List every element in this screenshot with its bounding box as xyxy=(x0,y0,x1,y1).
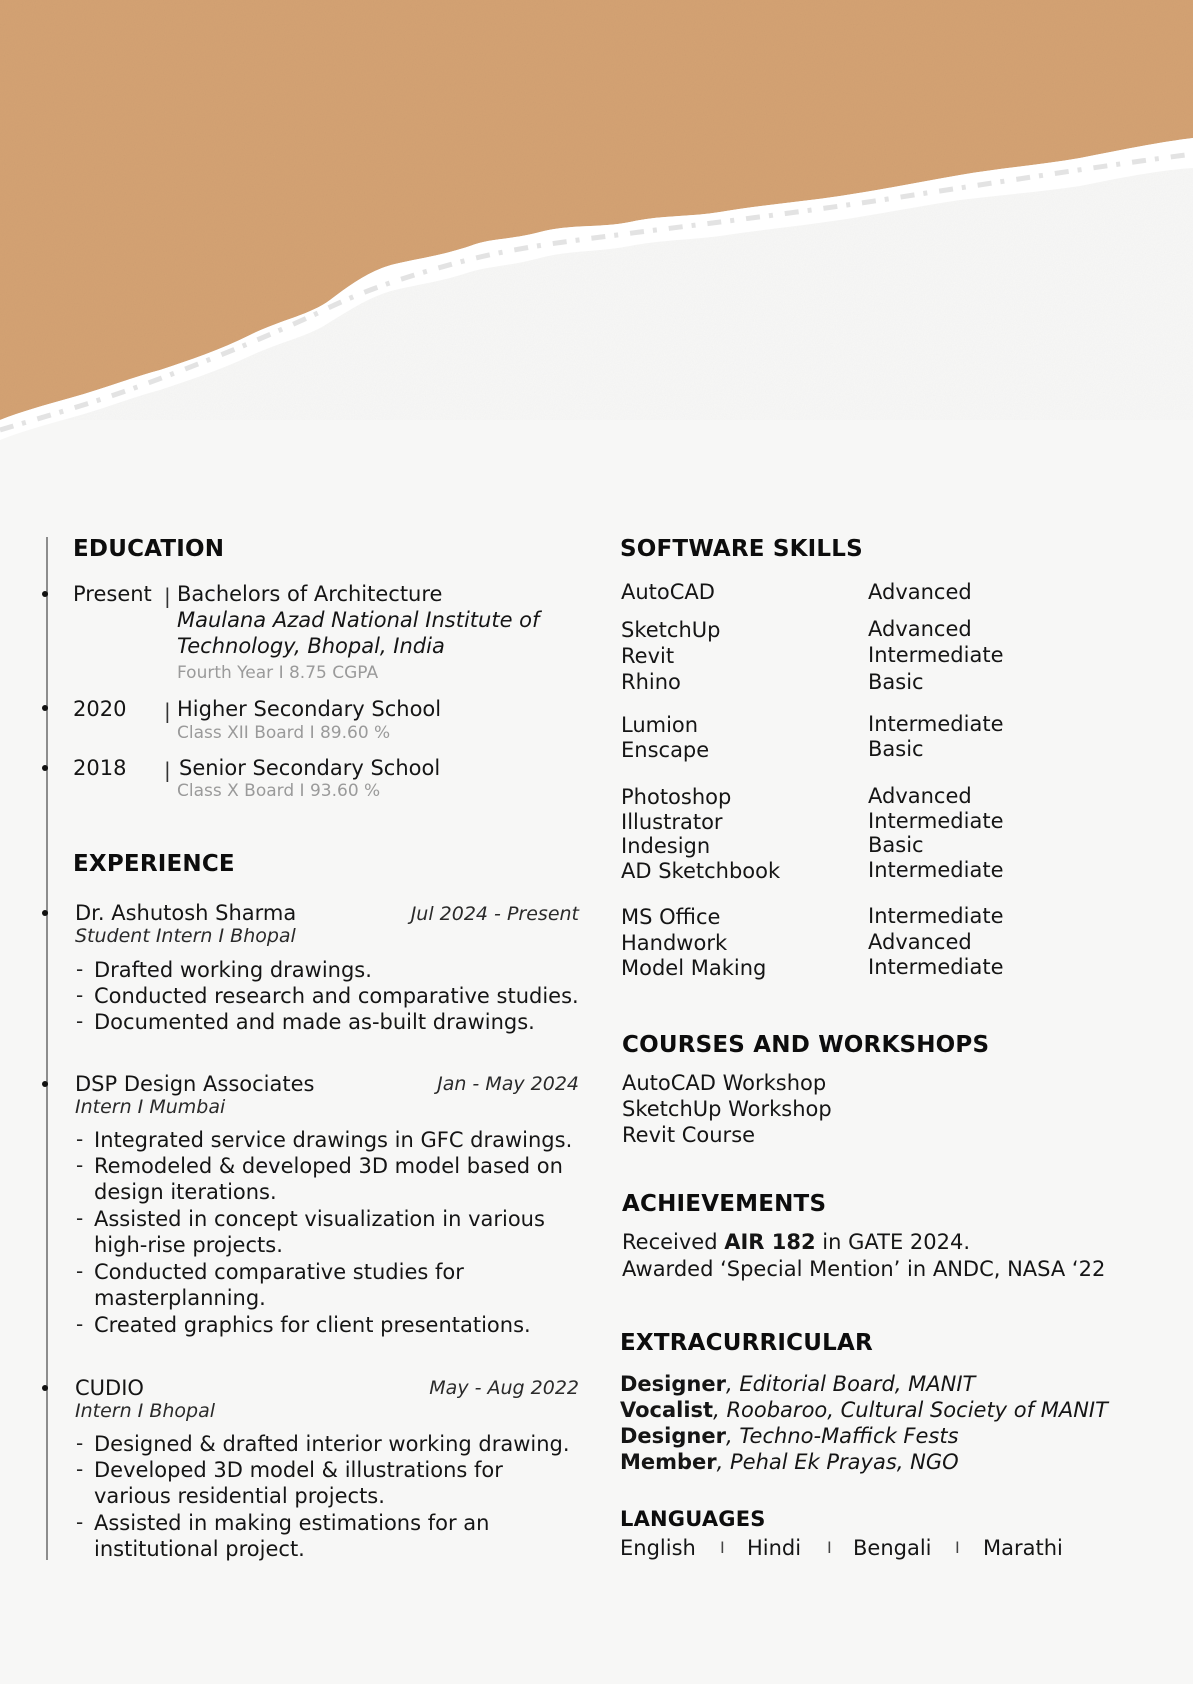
skill-level: Advanced xyxy=(868,930,972,954)
job-role: Intern I Mumbai xyxy=(75,1096,226,1118)
skill-level: Basic xyxy=(868,833,924,857)
bullet-dash: - xyxy=(76,983,84,1007)
software-heading: SOFTWARE SKILLS xyxy=(620,536,863,562)
timeline-dot xyxy=(42,705,48,711)
job-point: Conducted research and comparative studies. xyxy=(94,984,579,1008)
job-role: Student Intern I Bhopal xyxy=(75,925,296,947)
course-item: AutoCAD Workshop xyxy=(622,1071,827,1095)
job-point: high-rise projects. xyxy=(94,1233,283,1257)
job-point: Assisted in making estimations for an xyxy=(94,1511,490,1535)
job-point: institutional project. xyxy=(94,1537,305,1561)
skill-name: Handwork xyxy=(621,931,728,955)
language-item: English xyxy=(620,1536,696,1560)
extracurricular-heading: EXTRACURRICULAR xyxy=(620,1330,873,1356)
job-dates: Jul 2024 - Present xyxy=(410,903,579,925)
job-point: masterplanning. xyxy=(94,1286,266,1310)
job-dates: Jan - May 2024 xyxy=(437,1073,579,1095)
skill-name: AD Sketchbook xyxy=(621,859,781,883)
job-point: Developed 3D model & illustrations for xyxy=(94,1458,503,1482)
job-point: Remodeled & developed 3D model based on xyxy=(94,1154,563,1178)
education-heading: EDUCATION xyxy=(73,536,225,562)
job-point: design iterations. xyxy=(94,1180,277,1204)
skill-level: Intermediate xyxy=(868,643,1004,667)
job-point: Drafted working drawings. xyxy=(94,958,372,982)
education-institute: Maulana Azad National Institute of xyxy=(177,608,540,632)
timeline-line xyxy=(46,537,48,1560)
skill-name: Lumion xyxy=(621,713,699,737)
separator: | xyxy=(164,758,171,782)
timeline-dot xyxy=(42,1081,48,1087)
extracurricular-item xyxy=(620,1452,959,1473)
skill-level: Intermediate xyxy=(868,858,1004,882)
bullet-dash: - xyxy=(76,1153,84,1177)
achievement-line xyxy=(622,1232,970,1253)
experience-heading: EXPERIENCE xyxy=(73,851,235,877)
course-item: Revit Course xyxy=(622,1123,756,1147)
education-year: 2020 xyxy=(73,697,127,721)
skill-name: Rhino xyxy=(621,670,681,694)
course-item: SketchUp Workshop xyxy=(622,1097,832,1121)
bullet-dash: - xyxy=(76,1259,84,1283)
skill-level: Intermediate xyxy=(868,809,1004,833)
bullet-dash: - xyxy=(76,1431,84,1455)
education-year: 2018 xyxy=(73,756,127,780)
skill-name: Enscape xyxy=(621,738,710,762)
skill-name: Model Making xyxy=(621,956,767,980)
skill-level: Intermediate xyxy=(868,904,1004,928)
education-detail: Class XII Board I 89.60 % xyxy=(177,723,391,743)
bullet-dash: - xyxy=(76,1127,84,1151)
extracurricular-role: Designer xyxy=(620,1372,726,1396)
timeline-dot xyxy=(42,591,48,597)
language-item: Bengali xyxy=(853,1536,932,1560)
courses-heading: COURSES AND WORKSHOPS xyxy=(622,1032,990,1058)
job-point: Assisted in concept visualization in various xyxy=(94,1207,545,1231)
job-employer: Dr. Ashutosh Sharma xyxy=(75,901,297,925)
job-point: Conducted comparative studies for xyxy=(94,1260,464,1284)
education-title: Higher Secondary School xyxy=(177,697,442,721)
achievement-text: Received xyxy=(622,1230,725,1254)
skill-level: Basic xyxy=(868,737,924,761)
language-item: Hindi xyxy=(747,1536,802,1560)
extracurricular-role: Designer xyxy=(620,1424,726,1448)
achievement-rank: AIR 182 xyxy=(724,1230,816,1254)
extracurricular-org: , Roobaroo, Cultural Society of MANIT xyxy=(713,1398,1108,1422)
timeline-dot xyxy=(42,910,48,916)
skill-name: AutoCAD xyxy=(621,580,715,604)
languages-heading: LANGUAGES xyxy=(620,1507,766,1531)
extracurricular-role: Member xyxy=(620,1450,717,1474)
extracurricular-item xyxy=(620,1426,959,1447)
extracurricular-org: , Pehal Ek Prayas, NGO xyxy=(716,1450,959,1474)
bullet-dash: - xyxy=(76,1312,84,1336)
extracurricular-item xyxy=(620,1400,1108,1421)
job-role: Intern I Bhopal xyxy=(75,1400,216,1422)
education-detail: Fourth Year I 8.75 CGPA xyxy=(177,663,379,683)
separator: | xyxy=(164,699,171,723)
extracurricular-org: , Editorial Board, MANIT xyxy=(725,1372,976,1396)
skill-name: Revit xyxy=(621,644,675,668)
skill-name: SketchUp xyxy=(621,618,721,642)
separator: | xyxy=(164,584,171,608)
achievement-line: Awarded ‘Special Mention’ in ANDC, NASA ‘22 xyxy=(622,1257,1106,1281)
education-institute: Technology, Bhopal, India xyxy=(177,634,445,658)
skill-level: Intermediate xyxy=(868,712,1004,736)
job-point: various residential projects. xyxy=(94,1484,385,1508)
extracurricular-item xyxy=(620,1374,975,1395)
skill-level: Advanced xyxy=(868,617,972,641)
separator: I xyxy=(720,1538,725,1557)
separator: I xyxy=(827,1538,832,1557)
extracurricular-role: Vocalist xyxy=(620,1398,714,1422)
job-point: Integrated service drawings in GFC drawings. xyxy=(94,1128,573,1152)
education-title: Senior Secondary School xyxy=(179,756,441,780)
skill-name: Photoshop xyxy=(621,785,732,809)
skill-name: MS Office xyxy=(621,905,721,929)
bullet-dash: - xyxy=(76,1457,84,1481)
bullet-dash: - xyxy=(76,1510,84,1534)
timeline-dot xyxy=(42,1385,48,1391)
bullet-dash: - xyxy=(76,1009,84,1033)
education-year: Present xyxy=(73,582,152,606)
skill-level: Advanced xyxy=(868,784,972,808)
separator: I xyxy=(955,1538,960,1557)
skill-name: Indesign xyxy=(621,834,711,858)
job-employer: CUDIO xyxy=(75,1376,144,1400)
job-dates: May - Aug 2022 xyxy=(429,1377,579,1399)
job-point: Created graphics for client presentations. xyxy=(94,1313,531,1337)
achievement-text: in GATE 2024. xyxy=(815,1230,971,1254)
bullet-dash: - xyxy=(76,1206,84,1230)
skill-level: Advanced xyxy=(868,580,972,604)
education-title: Bachelors of Architecture xyxy=(177,582,443,606)
job-employer: DSP Design Associates xyxy=(75,1072,315,1096)
extracurricular-org: , Techno-Maffick Fests xyxy=(725,1424,959,1448)
skill-level: Basic xyxy=(868,670,924,694)
job-point: Documented and made as-built drawings. xyxy=(94,1010,535,1034)
timeline-dot xyxy=(42,765,48,771)
education-detail: Class X Board I 93.60 % xyxy=(177,781,381,801)
bullet-dash: - xyxy=(76,957,84,981)
job-point: Designed & drafted interior working drawing. xyxy=(94,1432,570,1456)
torn-paper-header xyxy=(0,0,1193,480)
language-item: Marathi xyxy=(983,1536,1063,1560)
skill-name: Illustrator xyxy=(621,810,723,834)
skill-level: Intermediate xyxy=(868,955,1004,979)
achievements-heading: ACHIEVEMENTS xyxy=(622,1191,827,1217)
